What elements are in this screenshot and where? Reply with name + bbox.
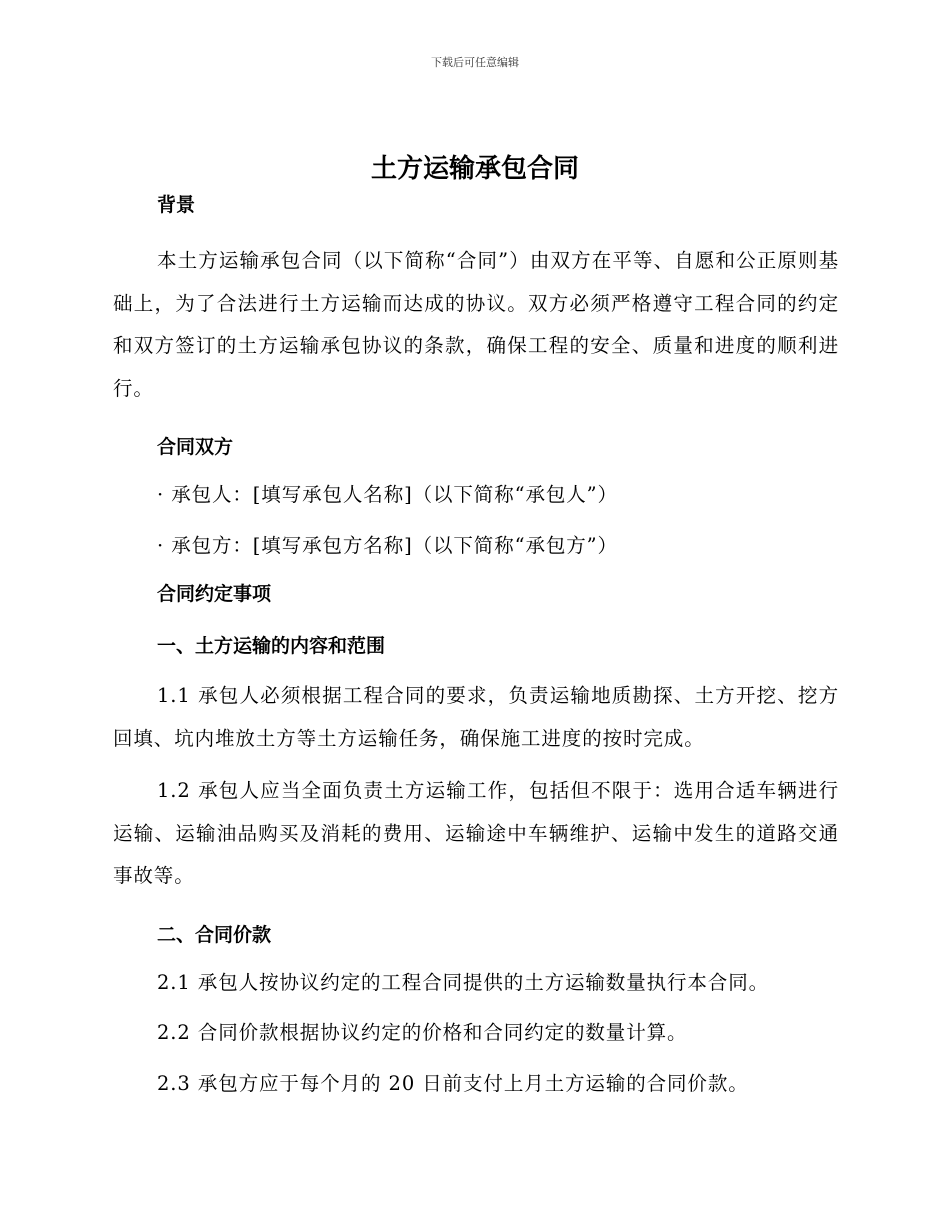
page-header-note: 下载后可任意编辑 [431,56,519,69]
background-paragraph: 本土方运输承包合同（以下简称“合同”）由双方在平等、自愿和公正原则基础上，为了合法进行土方运输而达成的协议。双方必须严格遵守工程合同的约定和双方签订的土方运输承包协议的条款，确保工程的安全、质量和进度的顺利进行。 [113,249,839,400]
document-title: 土方运输承包合同 [370,154,579,184]
party-client: · 承包方：[填写承包方名称]（以下简称“承包方”） [157,533,618,557]
section2-heading: 二、合同价款 [157,923,272,946]
section2-paragraph-1: 2.1 承包人按协议约定的工程合同提供的土方运输数量执行本合同。 [157,970,770,994]
section1-heading: 一、土方运输的内容和范围 [157,635,386,657]
section2-paragraph-2: 2.2 合同价款根据协议约定的价格和合同约定的数量计算。 [157,1021,688,1044]
section1-paragraph-2: 1.2 承包人应当全面负责土方运输工作，包括但不限于：选用合适车辆进行运输、运输油品购买及消耗的费用、运输途中车辆维护、运输中发生的道路交通事故等。 [113,779,839,887]
section1-paragraph-1: 1.1 承包人必须根据工程合同的要求，负责运输地质勘探、土方开挖、挖方回填、坑内堆放土方等土方运输任务，确保施工进度的按时完成。 [113,684,839,750]
terms-heading: 合同约定事项 [157,583,272,605]
section2-paragraph-3: 2.3 承包方应于每个月的 20 日前支付上月土方运输的合同价款。 [157,1071,749,1095]
parties-heading: 合同双方 [157,436,234,458]
document-body [113,188,839,1105]
background-heading: 背景 [157,194,196,216]
party-contractor: · 承包人：[填写承包人名称]（以下简称“承包人”） [157,483,618,506]
